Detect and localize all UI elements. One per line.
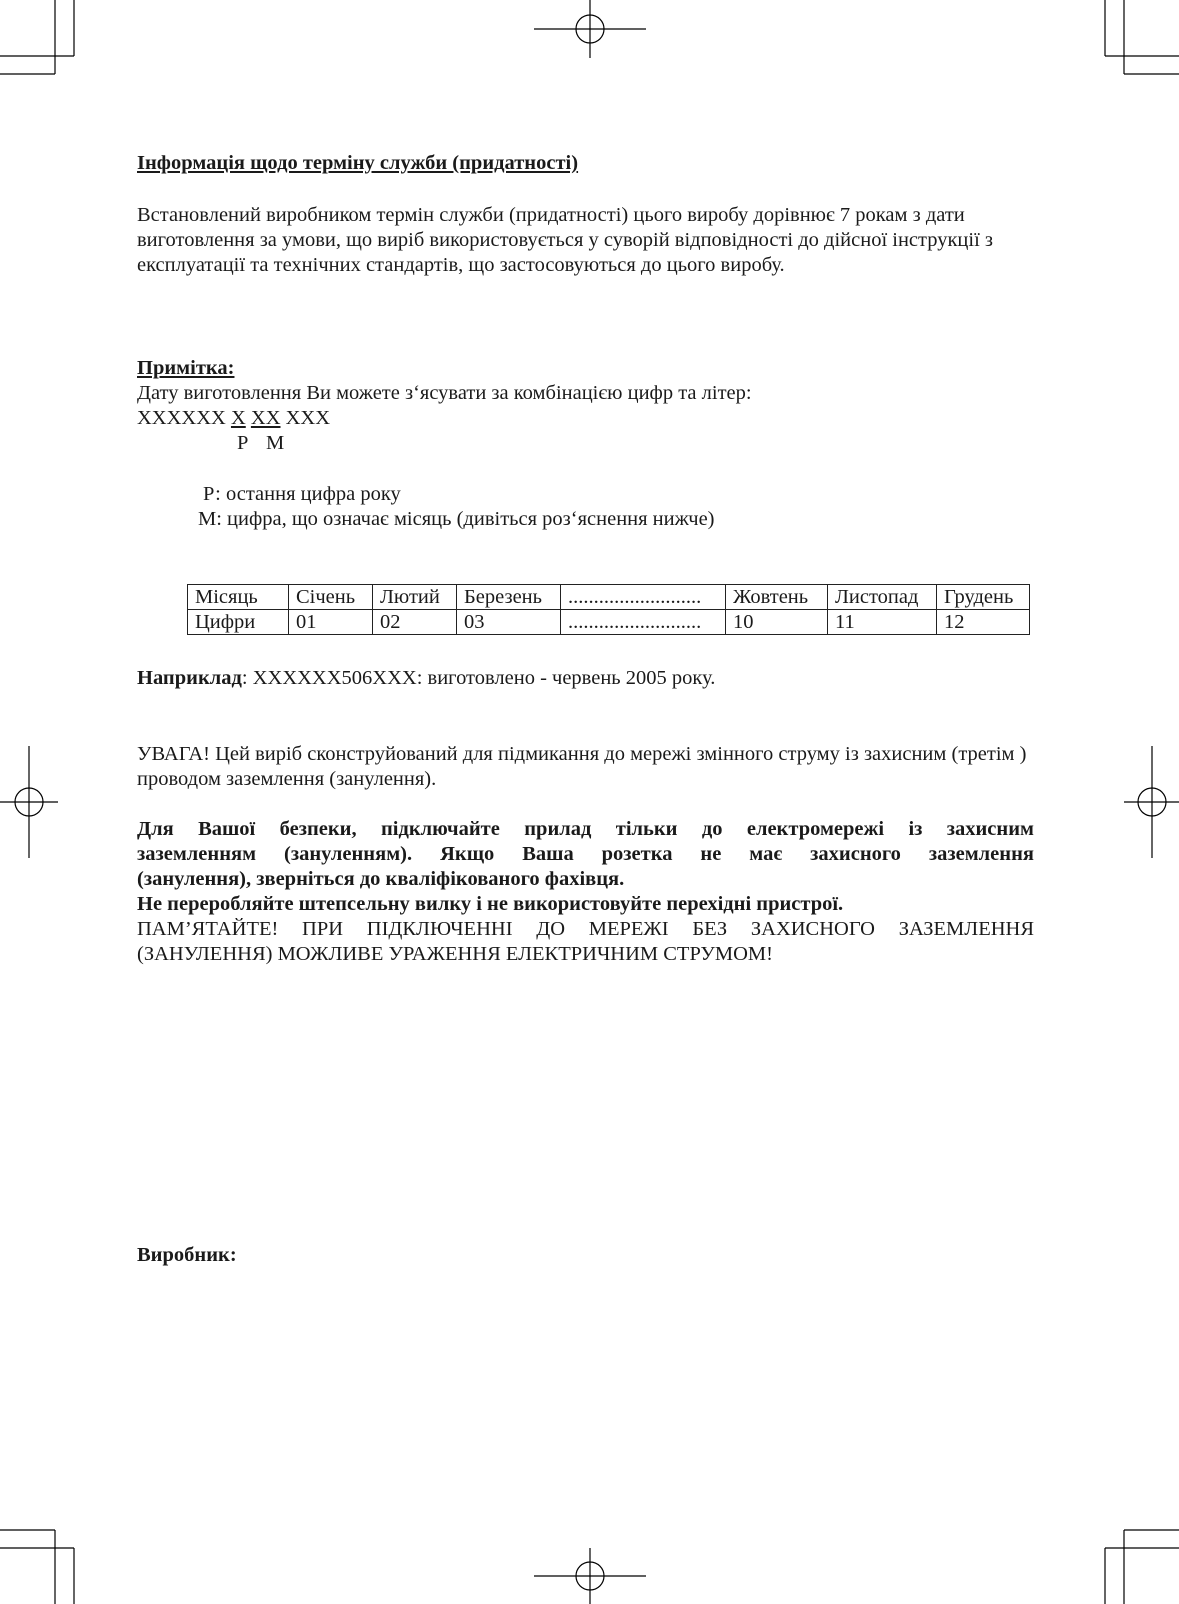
manufacturer-label: Виробник: xyxy=(137,1244,237,1266)
code-prefix: XXXXXX xyxy=(137,407,226,429)
table-cell: Лютий xyxy=(373,585,457,610)
table-cell: .......................... xyxy=(561,585,726,610)
warranty-text: Встановлений виробником термін служби (придатності) цього виробу дорівнює 7 рокам з дати виготовлення за умови, що виріб використовується у суворій відповідності до дійсної інструкції з експлуатації та технічних стандартів, що застосовуються до цього виробу. xyxy=(137,204,994,276)
table-cell: 01 xyxy=(289,610,373,635)
table-cell: 12 xyxy=(937,610,1030,635)
table-cell: 02 xyxy=(373,610,457,635)
date-code xyxy=(137,406,330,431)
code-label-year: Р xyxy=(237,432,249,454)
caps-line: ПАМ’ЯТАЙТЕ! ПРИ ПІДКЛЮЧЕННІ ДО МЕРЕЖІ БЕЗ ЗАХИСНОГО ЗАЗЕМЛЕННЯ xyxy=(137,918,1034,940)
table-cell: Листопад xyxy=(828,585,937,610)
safety-line: (занулення), зверніться до кваліфікованого фахівця. xyxy=(137,868,625,890)
code-suffix: XXX xyxy=(285,407,331,429)
code-year: X xyxy=(230,407,246,429)
caps-line: (ЗАНУЛЕННЯ) МОЖЛИВЕ УРАЖЕННЯ ЕЛЕКТРИЧНИМ СТРУМОМ! xyxy=(137,943,773,965)
month-code-table xyxy=(187,584,1030,635)
code-month: XX xyxy=(250,407,281,429)
safety-line: заземленням (зануленням). Якщо Ваша розетка не має захисного заземлення xyxy=(137,843,1034,865)
note-intro: Дату виготовлення Ви можете з‘ясувати за комбінацією цифр та літер: xyxy=(137,382,752,404)
table-row xyxy=(188,610,1030,635)
safety-warning xyxy=(137,817,1034,917)
code-label-month: М xyxy=(266,432,285,454)
table-cell: Жовтень xyxy=(726,585,828,610)
legend-month: М: цифра, що означає місяць (дивіться роз‘яснення нижче) xyxy=(198,508,715,530)
table-cell: .......................... xyxy=(561,610,726,635)
plug-warning: Не переробляйте штепсельну вилку і не використовуйте перехідні пристрої. xyxy=(137,893,844,915)
table-cell: 11 xyxy=(828,610,937,635)
table-cell-label: Місяць xyxy=(188,585,289,610)
table-cell-label: Цифри xyxy=(188,610,289,635)
table-cell: 10 xyxy=(726,610,828,635)
warning-text: УВАГА! Цей виріб сконструйований для підмикання до мережі змінного струму із захисним (третім ) проводом заземлення (занулення). xyxy=(137,743,1027,790)
table-cell: Грудень xyxy=(937,585,1030,610)
safety-line: Для Вашої безпеки, підключайте прилад тільки до електромережі із захисним xyxy=(137,818,1034,840)
warranty-heading: Інформація щодо терміну служби (придатності) xyxy=(137,152,579,174)
table-cell: Березень xyxy=(457,585,561,610)
example-line xyxy=(137,666,715,691)
example-text: : XXXXXX506XXX: виготовлено - червень 2005 року. xyxy=(241,667,716,689)
legend-year: Р: остання цифра року xyxy=(203,483,401,505)
table-row xyxy=(188,585,1030,610)
table-cell: 03 xyxy=(457,610,561,635)
note-heading: Примітка: xyxy=(137,357,235,379)
table-cell: Січень xyxy=(289,585,373,610)
caps-warning xyxy=(137,917,1034,967)
example-label: Наприклад xyxy=(137,667,242,689)
